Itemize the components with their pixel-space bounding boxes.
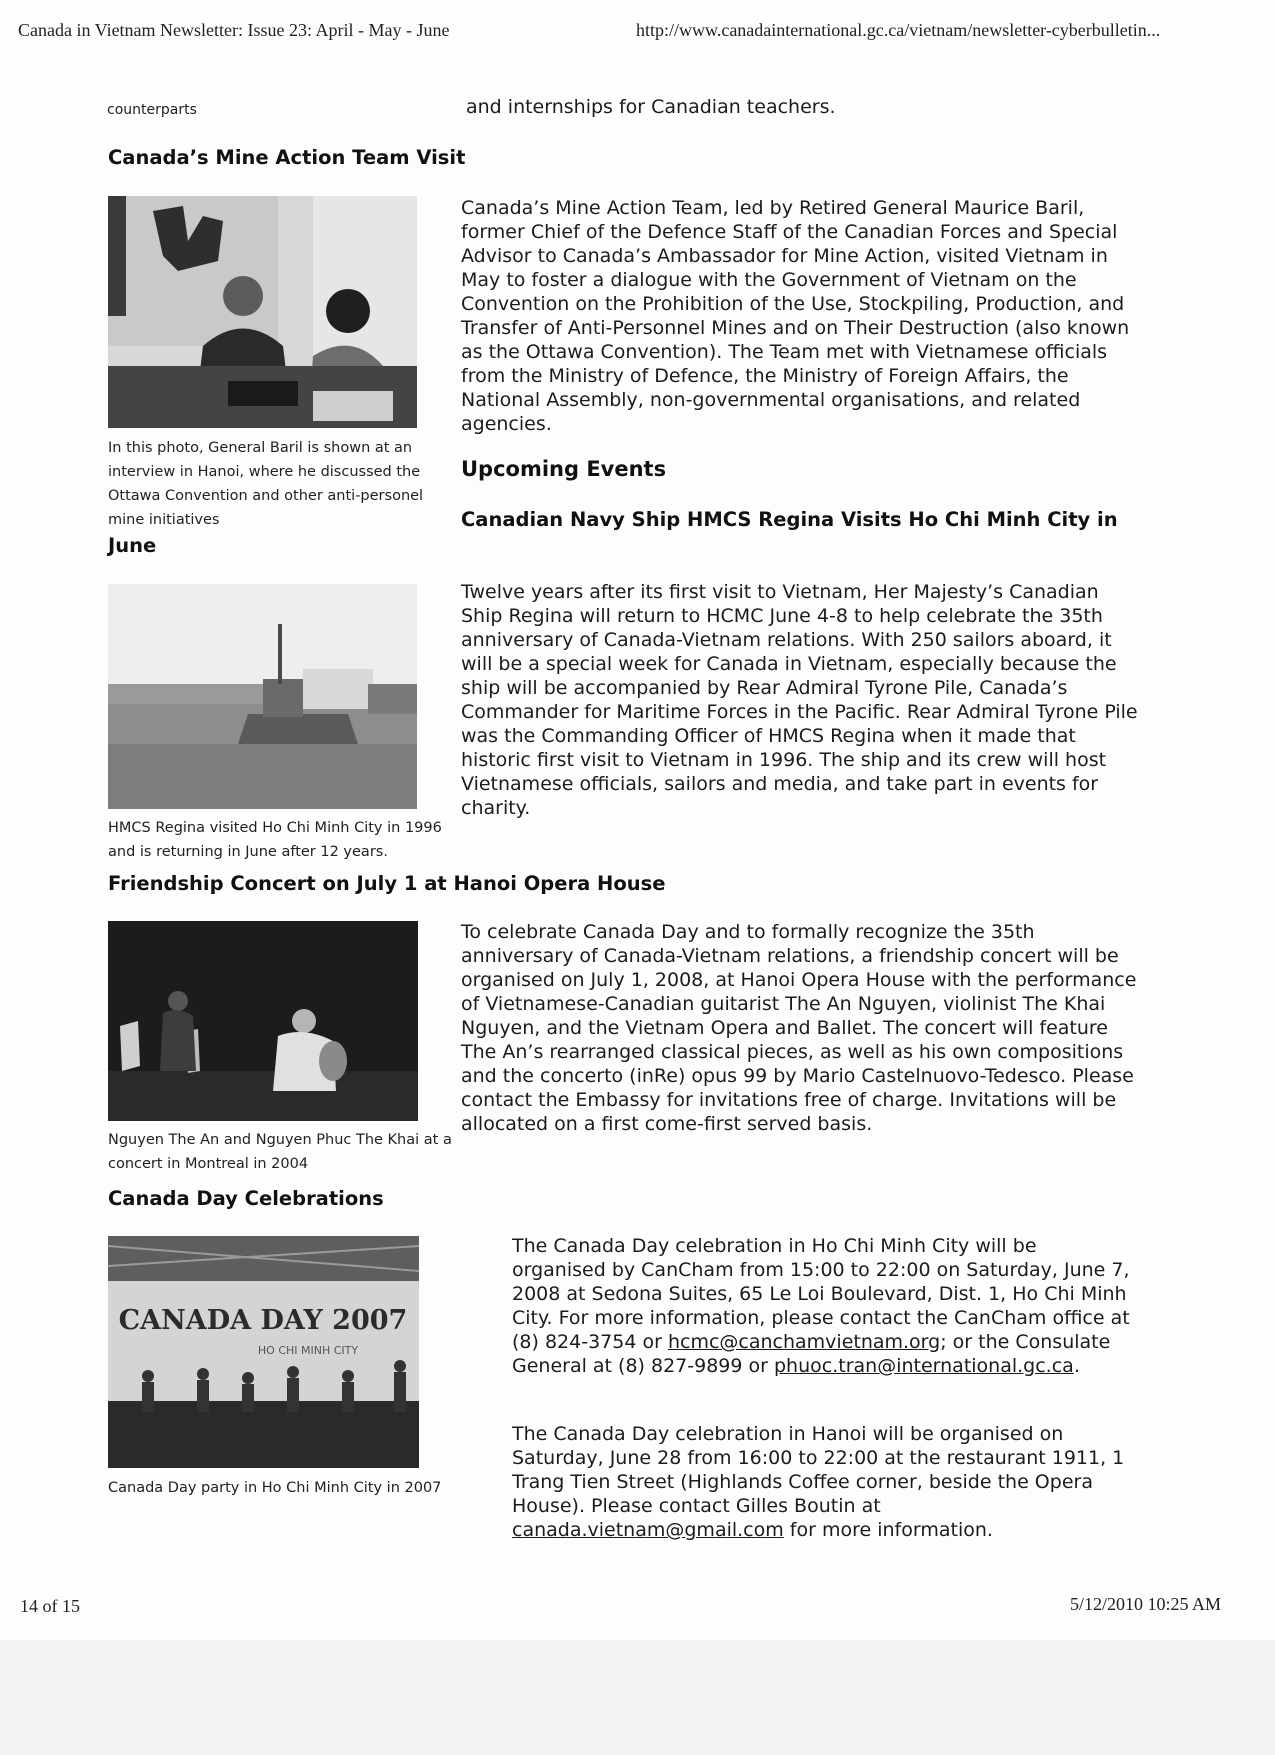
scan-margin <box>0 1640 1275 1755</box>
newsletter-title: Canada in Vietnam Newsletter: Issue 23: April - May - June <box>18 20 450 40</box>
canada-day-para-hcmc: The Canada Day celebration in Ho Chi Minh City will be organised by CanCham from 15:00 to 22:00 on Saturday, June 7, 2008 at Sedona Suites, 65 Le Loi Boulevard, Dist. 1, Ho Chi Minh City. For more information, please contact the CanCham office at (8) 824-3754 or hcmc@canchamvietnam.org; or the Consulate General at (8) 827-9899 or phuoc.tran@international.gc.ca. <box>512 1235 1130 1377</box>
mine-action-heading: Canada’s Mine Action Team Visit <box>108 146 466 169</box>
concert-photo <box>108 921 418 1121</box>
cancham-email-link[interactable]: hcmc@canchamvietnam.org <box>667 1331 941 1353</box>
text-fragment: and internships for Canadian teachers. <box>466 96 836 118</box>
canada-day-photo <box>108 1236 419 1468</box>
caption-fragment: counterparts <box>107 102 197 118</box>
concert-body: To celebrate Canada Day and to formally recognize the 35th anniversary of Canada-Vietnam relations, a friendship concert will be organised on July 1, 2008, at Hanoi Opera House with the performance of Vietnamese-Canadian guitarist The An Nguyen, violinist The Khai Nguyen, and the Vietnam Opera and Ballet. The concert will feature The An’s rearranged classical pieces, as well as his own compositions and the concerto (inRe) opus 99 by Mario Castelnuovo-Tedesco. Please contact the Embassy for invitations free of charge. Invitations will be allocated on a first come-first served basis. <box>461 921 1137 1135</box>
page-number: 14 of 15 <box>20 1596 80 1616</box>
print-datetime: 5/12/2010 10:25 AM <box>1070 1594 1222 1614</box>
embassy-email-link[interactable]: canada.vietnam@gmail.com <box>512 1519 784 1541</box>
regina-heading: Canadian Navy Ship HMCS Regina Visits Ho Chi Minh City in <box>461 508 1118 531</box>
upcoming-events-heading: Upcoming Events <box>461 457 667 481</box>
hmcs-regina-photo <box>108 584 417 809</box>
canada-day-heading: Canada Day Celebrations <box>108 1187 384 1210</box>
canada-day-caption: Canada Day party in Ho Chi Minh City in 2007 <box>108 1480 442 1496</box>
mine-action-caption: In this photo, General Baril is shown at an interview in Hanoi, where he discussed the Ottawa Convention and other anti-personel mine initiatives <box>108 440 424 528</box>
mine-action-body: Canada’s Mine Action Team, led by Retired General Maurice Baril, former Chief of the Defence Staff of the Canadian Forces and Special Advisor to Canada’s Ambassador for Mine Action, visited Vietnam in May to foster a dialogue with the Government of Vietnam on the Convention on the Prohibition of the Use, Stockpiling, Production, and Transfer of Anti-Personnel Mines and on Their Destruction (also known as the Ottawa Convention). The Team met with Vietnamese officials from the Ministry of Defence, the Ministry of Foreign Affairs, the National Assembly, non-governmental organisations, and related agencies. <box>461 197 1130 435</box>
regina-body: Twelve years after its first visit to Vietnam, Her Majesty’s Canadian Ship Regina will return to HCMC June 4-8 to help celebrate the 35th anniversary of Canada-Vietnam relations. With 250 sailors aboard, it will be a special week for Canada in Vietnam, especially because the ship will be accompanied by Rear Admiral Tyrone Pile, Canada’s Commander for Maritime Forces in the Pacific. Rear Admiral Tyrone Pile was the Commanding Officer of HMCS Regina when it made that historic first visit to Vietnam in 1996. The ship and its crew will host Vietnamese officials, sailors and media, and take part in events for charity. <box>461 581 1138 819</box>
canada-day-banner-sub: HO CHI MINH CITY <box>257 1344 359 1357</box>
regina-caption: HMCS Regina visited Ho Chi Minh City in 1996 and is returning in June after 12 years. <box>108 820 442 860</box>
regina-heading-cont: June <box>108 534 157 557</box>
consulate-email-link[interactable]: phuoc.tran@international.gc.ca <box>774 1355 1074 1377</box>
concert-heading: Friendship Concert on July 1 at Hanoi Opera House <box>108 872 666 895</box>
mine-action-photo <box>108 196 417 428</box>
canada-day-para-hanoi: The Canada Day celebration in Hanoi will be organised on Saturday, June 28 from 16:00 to 22:00 at the restaurant 1911, 1 Trang Tien Street (Highlands Coffee corner, beside the Opera House). Please contact Gilles Boutin at canada.vietnam@gmail.com for more information. <box>512 1423 1125 1541</box>
page-url: http://www.canadainternational.gc.ca/vietnam/newsletter-cyberbulletin... <box>636 20 1161 40</box>
concert-caption: Nguyen The An and Nguyen Phuc The Khai at a concert in Montreal in 2004 <box>108 1132 452 1172</box>
canada-day-banner-text: CANADA DAY 2007 <box>118 1305 408 1336</box>
